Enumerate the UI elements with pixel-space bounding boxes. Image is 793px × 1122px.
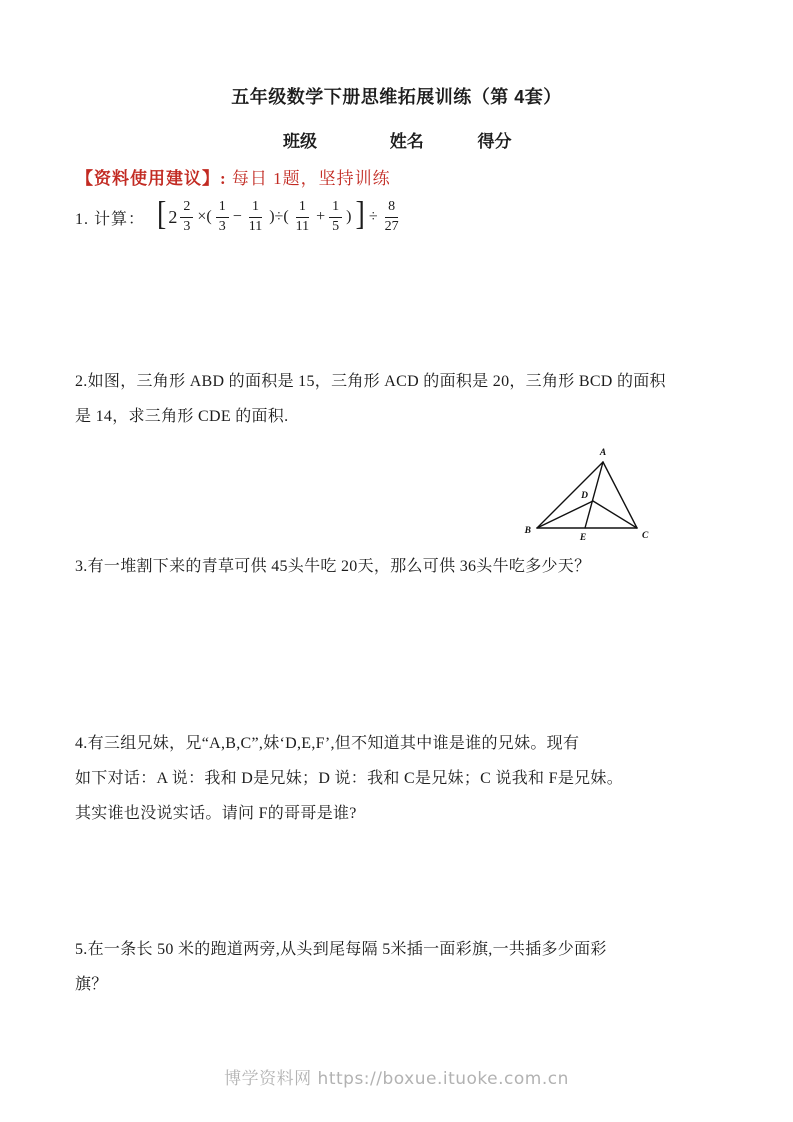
- fraction-1-5: $\frac{1}{5}$: [329, 199, 342, 234]
- left-bracket: [: [157, 195, 167, 233]
- triangle-figure: [519, 444, 661, 546]
- right-bracket: ]: [355, 195, 365, 233]
- mixed-number-whole: 2: [168, 206, 178, 227]
- operator-minus: −: [232, 208, 242, 225]
- class-label: 班级: [283, 132, 317, 151]
- operator-times-open: ×(: [197, 208, 212, 225]
- problem-5-line-1: 5.在一条长 50 米的跑道两旁,从头到尾每隔 5米插一面彩旗,一共插多少面彩: [75, 941, 607, 958]
- problem-1: [75, 195, 404, 239]
- footer-watermark: 博学资料网 https://boxue.ituoke.com.cn: [224, 1069, 569, 1089]
- problem-4: [75, 726, 741, 831]
- problem-1-label: 1. 计算：: [75, 210, 146, 228]
- problem-3-line-1: 3.有一堆割下来的青草可供 45头牛吃 20天，那么可供 36头牛吃多少天？: [75, 558, 591, 575]
- fraction-1-3: $\frac{1}{3}$: [216, 199, 229, 234]
- advisory-text: 每日 1题，坚持训练: [226, 169, 391, 188]
- problem-2: [75, 364, 741, 434]
- operator-close-paren: ): [346, 208, 352, 225]
- fraction-1-11: $\frac{1}{11}$: [248, 199, 263, 234]
- vertex-label-c: C: [642, 531, 649, 541]
- problem-2-line-2: 是 14，求三角形 CDE 的面积.: [75, 408, 289, 425]
- name-label: 姓名: [389, 132, 424, 151]
- fraction-1-11b: $\frac{1}{11}$: [295, 199, 310, 234]
- operator-plus: +: [316, 208, 326, 225]
- problem-4-line-2: 如下对话：A 说：我和 D是兄妹；D 说：我和 C是兄妹；C 说我和 F是兄妹。: [75, 770, 624, 787]
- vertex-label-b: B: [524, 526, 531, 536]
- problem-5: [75, 932, 741, 1002]
- vertex-label-a: A: [599, 448, 607, 458]
- usage-advisory: [76, 164, 391, 189]
- operator-close-div-open: )÷(: [269, 208, 289, 225]
- operator-divide: ÷: [368, 208, 378, 225]
- fraction-8-27: $\frac{8}{27}$: [384, 199, 399, 234]
- problem-3: [75, 549, 741, 584]
- problem-4-line-1: 4.有三组兄妹，兄“A,B,C”,妹‘D,E,F’,但不知道其中谁是谁的兄妹。现有: [75, 735, 580, 752]
- problem-2-line-1: 2.如图，三角形 ABD 的面积是 15，三角形 ACD 的面积是 20，三角形 BCD 的面积: [75, 373, 666, 390]
- vertex-label-d: D: [581, 491, 588, 501]
- vertex-label-e: E: [579, 533, 587, 543]
- fill-in-header: [283, 127, 511, 152]
- score-label: 得分: [477, 132, 512, 151]
- problem-4-line-3: 其实谁也没说实话。请问 F的哥哥是谁?: [75, 805, 357, 822]
- triangle-diagram: [519, 444, 661, 546]
- fraction-2-3: $\frac{2}{3}$: [180, 199, 193, 234]
- advisory-prefix: 【资料使用建议】:: [76, 169, 227, 188]
- page-title: 五年级数学下册思维拓展训练（第 4套）: [231, 87, 562, 107]
- problem-5-line-2: 旗？: [75, 976, 108, 993]
